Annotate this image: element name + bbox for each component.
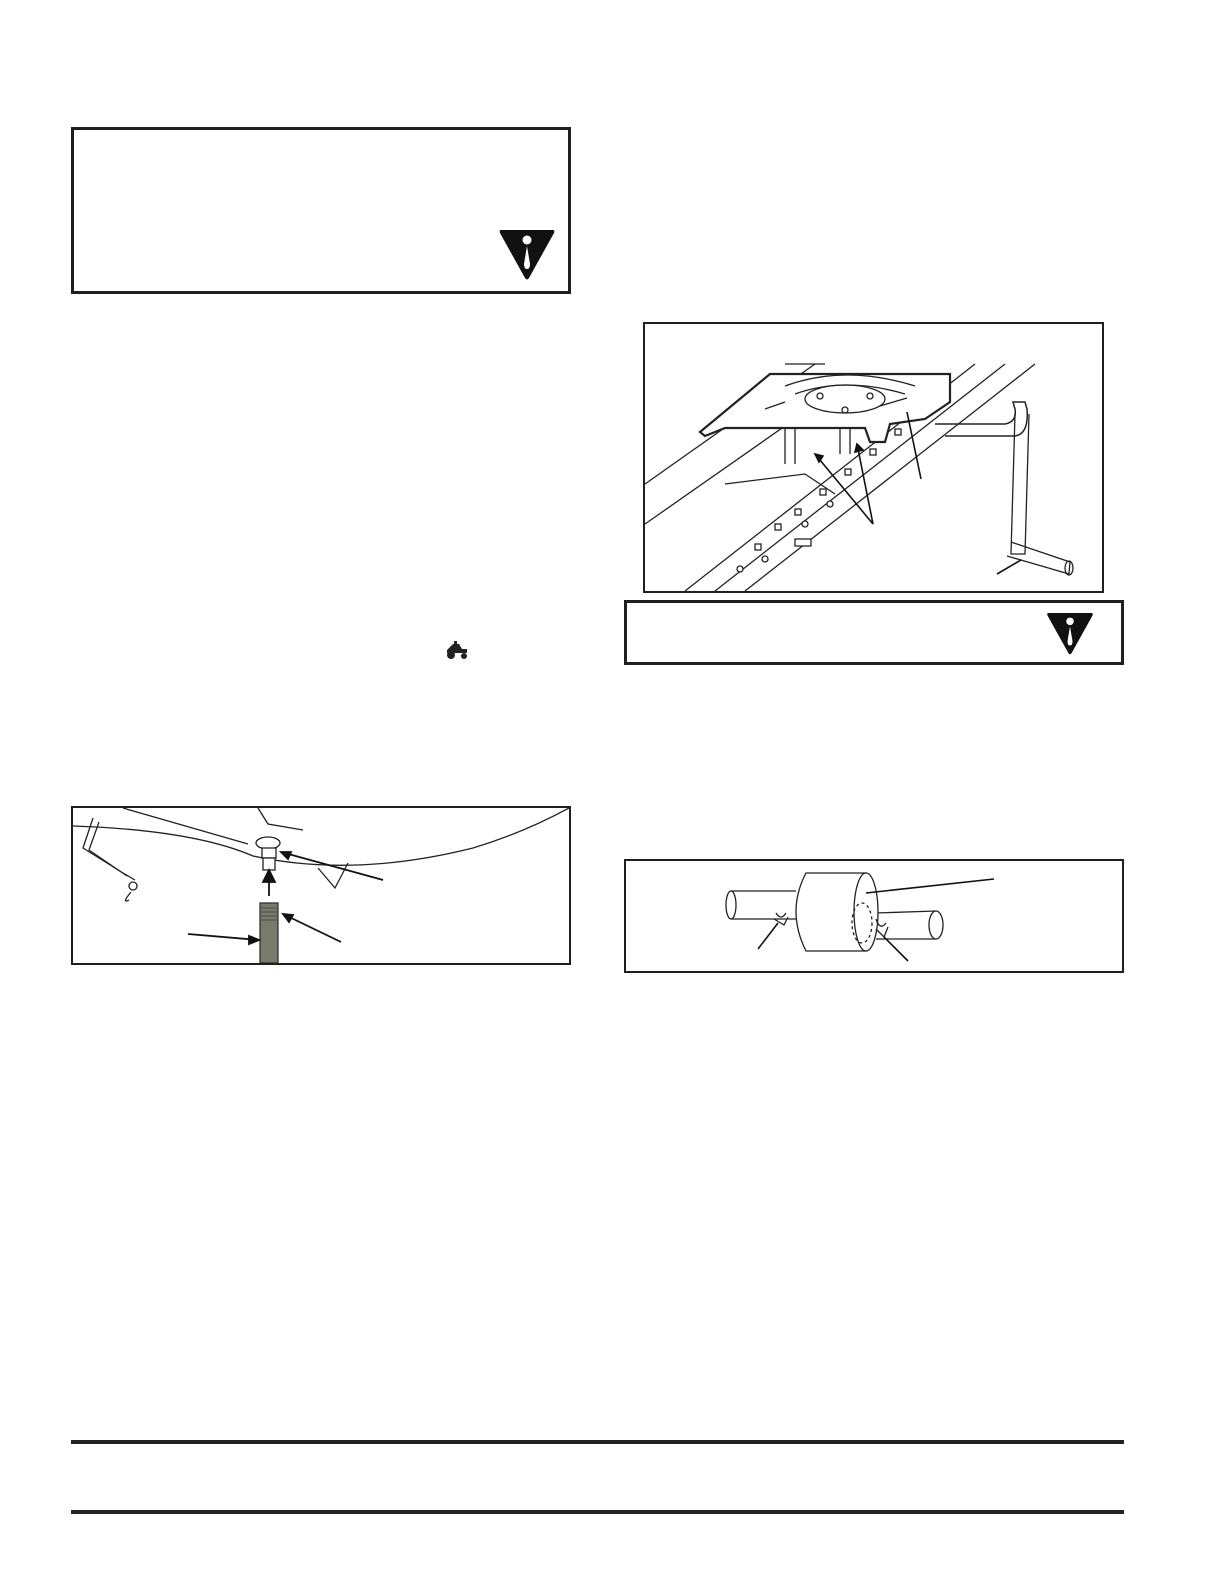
warning-box-mid bbox=[624, 600, 1124, 665]
tractor-icon bbox=[444, 640, 470, 660]
figure-seat-frame bbox=[643, 322, 1104, 593]
figure-muffler bbox=[624, 859, 1124, 973]
footer-rule-bottom bbox=[71, 1510, 1124, 1514]
figure-deck-fitting bbox=[71, 806, 571, 965]
footer-rule-top bbox=[71, 1440, 1124, 1444]
warning-box-top bbox=[71, 127, 571, 294]
footer-text bbox=[71, 1460, 1124, 1496]
warning-drop-icon bbox=[1045, 608, 1095, 658]
warning-drop-icon bbox=[497, 226, 557, 282]
